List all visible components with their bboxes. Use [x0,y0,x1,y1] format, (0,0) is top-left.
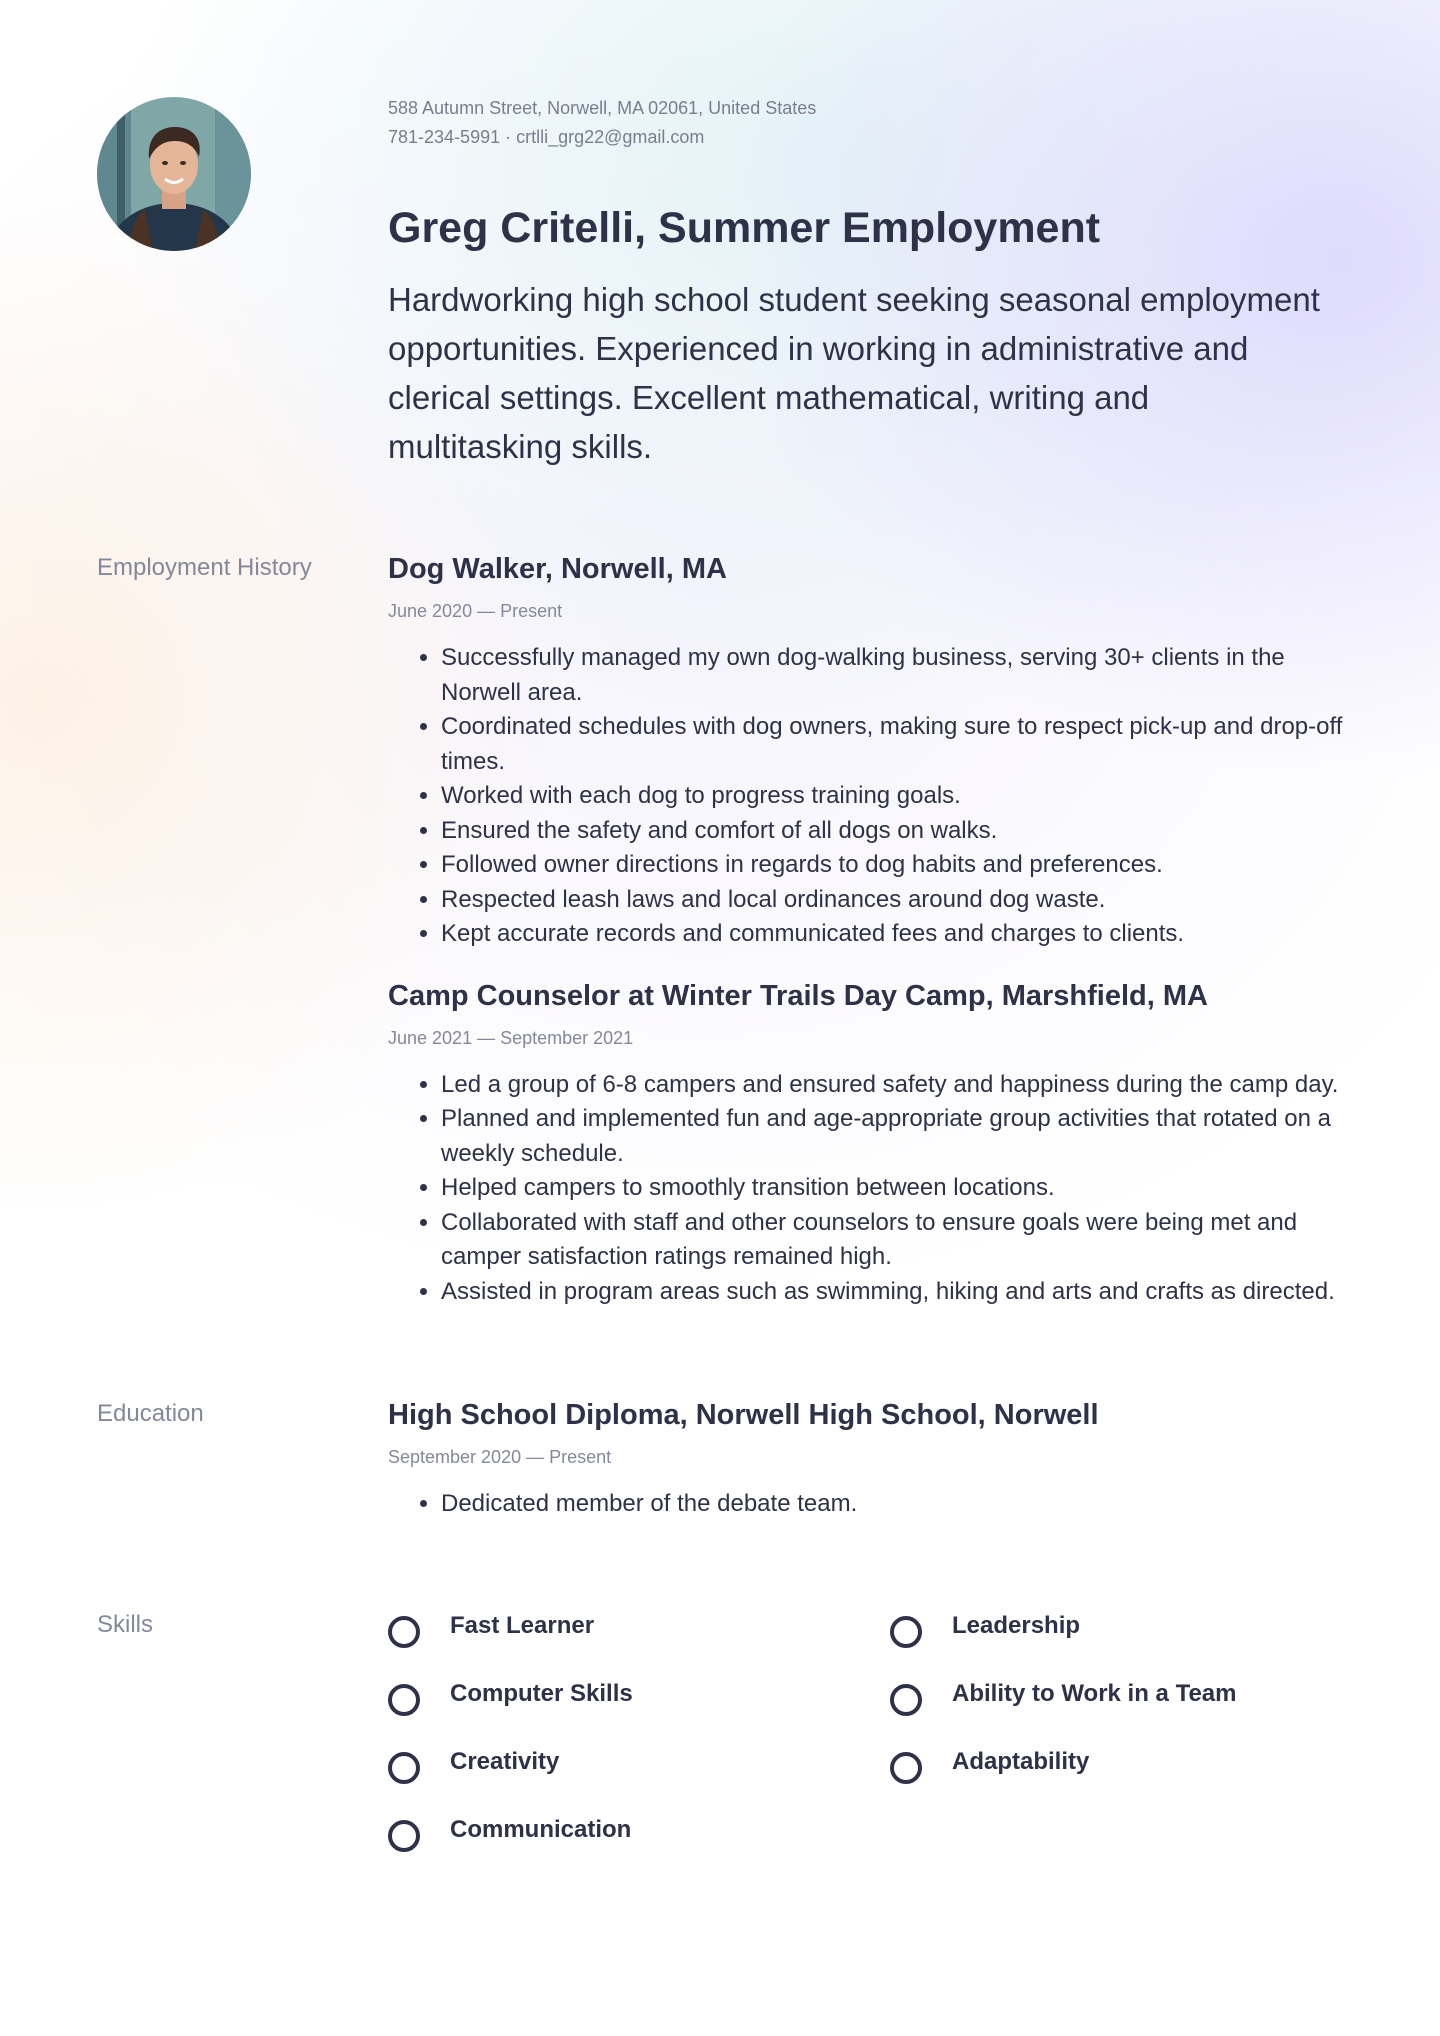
phone-email: 781-234-5991 · crtlli_grg22@gmail.com [388,127,705,147]
skill-item [388,1678,633,1716]
list-item: • Ensured the safety and comfort of all dogs on walks. [441,814,1348,849]
list-item: • Collaborated with staff and other counselors to ensure goals were being met and camper satisfaction ratings remained high. [441,1206,1348,1275]
list-item: • Planned and implemented fun and age-appropriate group activities that rotated on a weekly schedule. [441,1102,1348,1171]
skill-circle-icon [890,1684,922,1716]
skill-label: Fast Learner [450,1612,595,1639]
job-title: Camp Counselor at Winter Trails Day Camp, Marshfield, MA [388,979,1208,1012]
skill-label: Ability to Work in a Team [952,1680,1237,1707]
address: 588 Autumn Street, Norwell, MA 02061, United States [388,98,817,118]
job-dates: June 2021 — September 2021 [388,1027,634,1048]
section-label-employment: Employment History [97,554,312,581]
skill-circle-icon [388,1752,420,1784]
education-content [388,1395,1348,1522]
section-label-skills: Skills [97,1611,154,1638]
list-item: • Respected leash laws and local ordinances around dog waste. [441,883,1348,918]
list-item: • Helped campers to smoothly transition between locations. [441,1171,1348,1206]
job-bullets [388,1068,1348,1310]
job-dates: June 2020 — Present [388,601,563,621]
skill-label: Communication [450,1816,632,1843]
list-item: • Followed owner directions in regards to dog habits and preferences. [441,848,1348,883]
degree-title: High School Diploma, Norwell High School, Norwell [388,1399,1099,1431]
job-bullets [388,641,1348,952]
skill-item [388,1814,631,1852]
skill-item [890,1678,1236,1716]
avatar [97,97,251,251]
job-entry [388,976,1348,1310]
skill-circle-icon [388,1616,420,1648]
skill-item [890,1746,1089,1784]
job-entry [388,549,1348,952]
list-item: • Assisted in program areas such as swimming, hiking and arts and crafts as directed. [441,1275,1348,1310]
skill-circle-icon [388,1684,420,1716]
list-item: • Worked with each dog to progress training goals. [441,779,1348,814]
list-item: • Kept accurate records and communicated fees and charges to clients. [441,917,1348,952]
skill-label: Computer Skills [450,1680,633,1707]
skill-item [388,1610,594,1648]
education-bullets [388,1487,1348,1522]
skill-item [388,1746,559,1784]
skill-label: Leadership [952,1612,1081,1639]
skill-circle-icon [890,1616,922,1648]
list-item: • Led a group of 6-8 campers and ensured safety and happiness during the camp day. [441,1068,1348,1103]
section-label-education: Education [97,1400,204,1427]
list-item: • Dedicated member of the debate team. [441,1487,1348,1522]
skill-item [890,1610,1080,1648]
employment-content [388,549,1348,1309]
job-title: Dog Walker, Norwell, MA [388,553,727,585]
list-item: • Coordinated schedules with dog owners, making sure to respect pick-up and drop-off times. [441,710,1348,779]
skill-circle-icon [388,1820,420,1852]
profile-summary: Hardworking high school student seeking seasonal employment opportunities. Experienced in working in administrative and clerical settings. Excellent mathematical, writing and multitasking skills. [388,281,1320,465]
contact-info [388,94,816,152]
profile-photo [97,97,251,251]
education-dates: September 2020 — Present [388,1447,612,1467]
skill-circle-icon [890,1752,922,1784]
skill-label: Creativity [450,1748,560,1775]
education-entry [388,1395,1348,1522]
skill-label: Adaptability [952,1748,1090,1775]
page-title: Greg Critelli, Summer Employment [388,204,1101,252]
list-item: • Successfully managed my own dog-walking business, serving 30+ clients in the Norwell area. [441,641,1348,710]
